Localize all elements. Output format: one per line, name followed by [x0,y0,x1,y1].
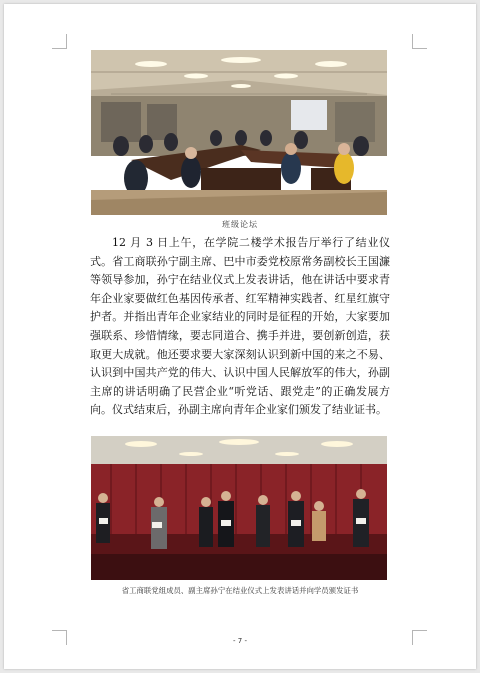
page-number: - 7 - [233,637,247,645]
crop-mark-top-left [52,34,67,49]
crop-mark-top-right [412,34,427,49]
top-photo-caption: 班级论坛 [222,220,258,229]
bottom-photo-caption: 省工商联党组成员、副主席孙宁在结业仪式上发表讲话并向学员颁发证书 [121,586,359,595]
photo-meeting-hall [91,50,387,215]
document-page [4,4,476,669]
photo-certificate-ceremony [91,436,387,580]
body-paragraph: 12 月 3 日上午，在学院二楼学术报告厅举行了结业仪式。省工商联孙宁副主席、巴中市委党校原常务副校长王国濂等领导参加，孙宁在结业仪式上发表讲话，他在讲话中要求青年企业家要做红色基因传承者、红军精神实践者、红星红旗守护者。并指出青年企业家结业的同时是征程的开始，大家要加强联系、珍惜情缘，要志同道合、携手并进，要创新创造，获取更大成就。他还要求要大家深刻认识到新中国的来之不易、认识到中国共产党的伟大、认识中国人民解放军的伟大，孙副主席的讲话明确了民营企业“听党话、跟党走”的正确发展方向。仪式结束后，孙副主席向青年企业家们颁发了结业证书。 [90,236,390,417]
